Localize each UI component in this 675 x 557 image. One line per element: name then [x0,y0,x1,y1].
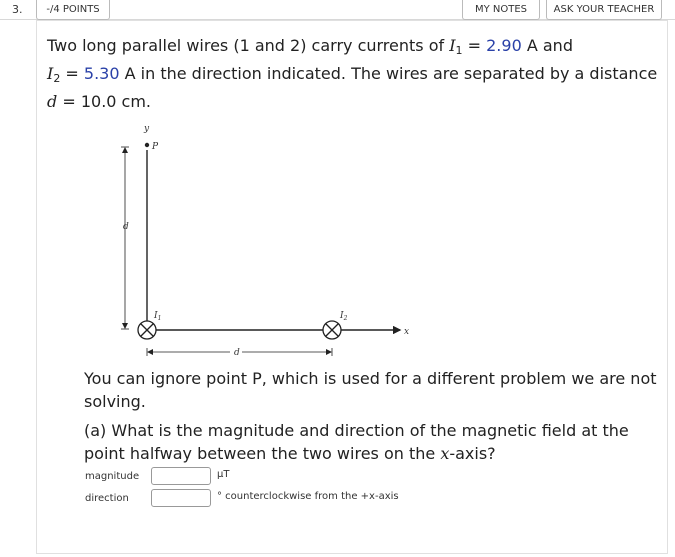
i1-value: 2.90 [486,36,522,55]
direction-unit: ° counterclockwise from the +x-axis [217,491,399,502]
vertical-d-label: d [123,222,129,232]
y-axis-label: y [144,124,150,134]
points-badge: -/4 POINTS [36,0,110,20]
direction-label: direction [85,493,129,504]
part-a-line-2: point halfway between the two wires on the x-axis? [84,444,496,463]
i1-label: $I_1$ [154,311,162,322]
my-notes-button[interactable]: MY NOTES [462,0,540,20]
part-a-line-1: (a) What is the magnitude and direction of the magnetic field at the [84,421,629,440]
i2-value: 5.30 [83,64,120,83]
ask-teacher-button[interactable]: ASK YOUR TEACHER [546,0,662,20]
ignore-note-line-2: solving. [84,392,146,411]
horizontal-d-label: d [234,348,240,358]
problem-line-3: d = 10.0 cm. [47,92,152,111]
p-label: P [152,142,159,152]
direction-input[interactable] [151,489,211,507]
problem-line-1: Two long parallel wires (1 and 2) carry currents of $I_1 = 2.90$ A and [47,36,573,57]
magnitude-input[interactable] [151,467,211,485]
problem-line-2: $I_2 = 5.30$ A in the direction indicated. The wires are separated by a distance [47,64,658,85]
ignore-note-line-1: You can ignore point P, which is used for a different problem we are not [84,369,657,388]
magnitude-label: magnitude [85,471,140,482]
magnitude-unit: μT [217,469,230,480]
x-axis-label: x [404,327,410,337]
question-number: 3. [12,3,23,16]
i2-label: $I_2$ [340,311,348,322]
